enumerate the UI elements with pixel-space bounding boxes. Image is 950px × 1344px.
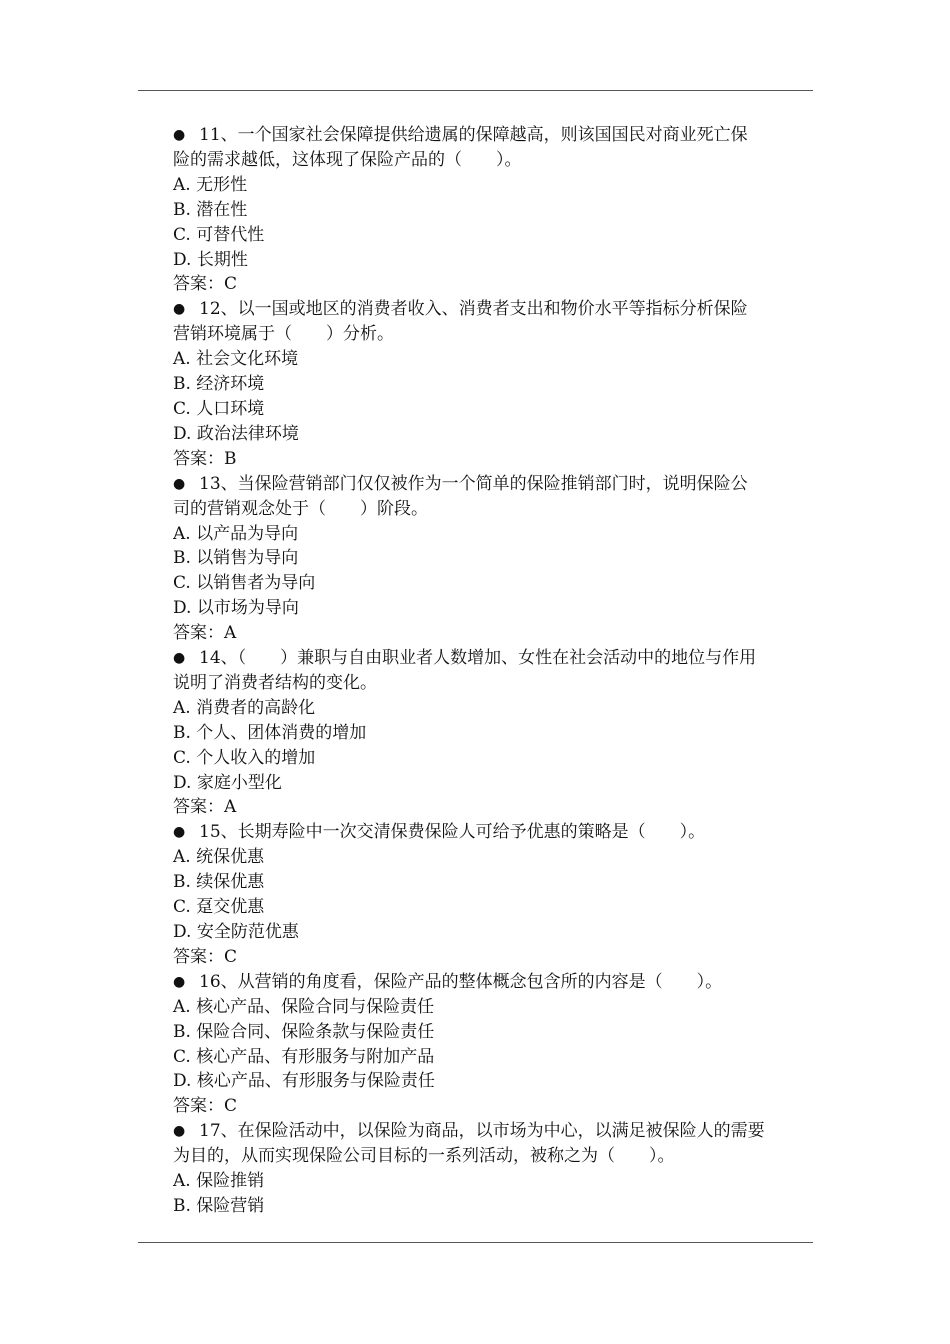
question-stem-line: ● 16、从营销的角度看，保险产品的整体概念包含所的内容是（ ）。 xyxy=(173,970,813,995)
option-d: D. 安全防范优惠 xyxy=(173,922,299,942)
option-a: A. 核心产品、保险合同与保险责任 xyxy=(173,996,435,1017)
option-a: A. 无形性 xyxy=(173,174,248,195)
answer-line: 答案：C xyxy=(173,274,238,295)
option-b: B. 以销售为导向 xyxy=(173,548,299,569)
option-a: A. 社会文化环境 xyxy=(173,349,299,370)
header-rule xyxy=(138,90,813,91)
question-item xyxy=(173,123,813,297)
question-item xyxy=(173,1119,813,1219)
option-d: D. 家庭小型化 xyxy=(173,772,282,793)
bullet-icon: ● xyxy=(173,973,186,990)
question-stem-line: ● 13、当保险营销部门仅仅被作为一个简单的保险推销部门时，说明保险公 xyxy=(173,472,813,497)
option-c: C. 个人收入的增加 xyxy=(173,747,316,768)
bullet-icon: ● xyxy=(173,1123,186,1140)
answer-line: 答案：C xyxy=(173,1096,238,1117)
option-c: C. 可替代性 xyxy=(173,224,265,245)
bullet-icon: ● xyxy=(173,824,186,841)
question-stem-line: 说明了消费者结构的变化。 xyxy=(173,672,377,693)
question-item xyxy=(173,472,813,646)
question-stem-line: ● 17、在保险活动中，以保险为商品，以市场为中心，以满足被保险人的需要 xyxy=(173,1119,813,1144)
bullet-icon: ● xyxy=(173,301,186,318)
question-item xyxy=(173,297,813,471)
option-b: B. 经济环境 xyxy=(173,374,265,395)
option-a: A. 消费者的高龄化 xyxy=(173,697,316,718)
answer-line: 答案：B xyxy=(173,448,237,469)
question-stem-line: ● 15、长期寿险中一次交清保费保险人可给予优惠的策略是（ ）。 xyxy=(173,820,813,845)
option-d: D. 核心产品、有形服务与保险责任 xyxy=(173,1071,435,1092)
option-d: D. 以市场为导向 xyxy=(173,598,299,619)
question-stem-line: 为目的，从而实现保险公司目标的一系列活动，被称之为（ ）。 xyxy=(173,1146,675,1167)
answer-line: 答案：C xyxy=(173,946,238,967)
option-a: A. 统保优惠 xyxy=(173,847,265,868)
option-d: D. 长期性 xyxy=(173,249,248,270)
option-c: C. 趸交优惠 xyxy=(173,897,265,918)
answer-line: 答案：A xyxy=(173,797,237,818)
question-item xyxy=(173,820,813,969)
option-b: B. 保险营销 xyxy=(173,1195,265,1216)
question-item xyxy=(173,646,813,820)
option-c: C. 以销售者为导向 xyxy=(173,573,316,594)
bullet-icon: ● xyxy=(173,127,186,143)
question-stem-line: ● 14、（ ）兼职与自由职业者人数增加、女性在社会活动中的地位与作用 xyxy=(173,646,813,671)
answer-line: 答案：A xyxy=(173,623,237,644)
footer-rule xyxy=(138,1242,813,1243)
question-stem-line: 司的营销观念处于（ ）阶段。 xyxy=(173,498,428,519)
option-b: B. 续保优惠 xyxy=(173,872,265,893)
question-list xyxy=(173,123,813,1219)
question-stem-line: 营销环境属于（ ）分析。 xyxy=(173,324,394,345)
option-c: C. 人口环境 xyxy=(173,398,265,419)
option-a: A. 保险推销 xyxy=(173,1171,265,1192)
option-b: B. 个人、团体消费的增加 xyxy=(173,722,367,743)
option-b: B. 潜在性 xyxy=(173,199,248,220)
option-b: B. 保险合同、保险条款与保险责任 xyxy=(173,1021,435,1042)
option-d: D. 政治法律环境 xyxy=(173,423,299,444)
bullet-icon: ● xyxy=(173,650,186,667)
question-stem-line: ● 11、一个国家社会保障提供给遗属的保障越高，则该国国民对商业死亡保 xyxy=(173,123,813,148)
bullet-icon: ● xyxy=(173,475,186,492)
option-c: C. 核心产品、有形服务与附加产品 xyxy=(173,1046,435,1067)
question-stem-line: 险的需求越低，这体现了保险产品的（ ）。 xyxy=(173,149,522,170)
question-item xyxy=(173,970,813,1119)
option-a: A. 以产品为导向 xyxy=(173,523,299,544)
question-stem-line: ● 12、以一国或地区的消费者收入、消费者支出和物价水平等指标分析保险 xyxy=(173,297,813,322)
